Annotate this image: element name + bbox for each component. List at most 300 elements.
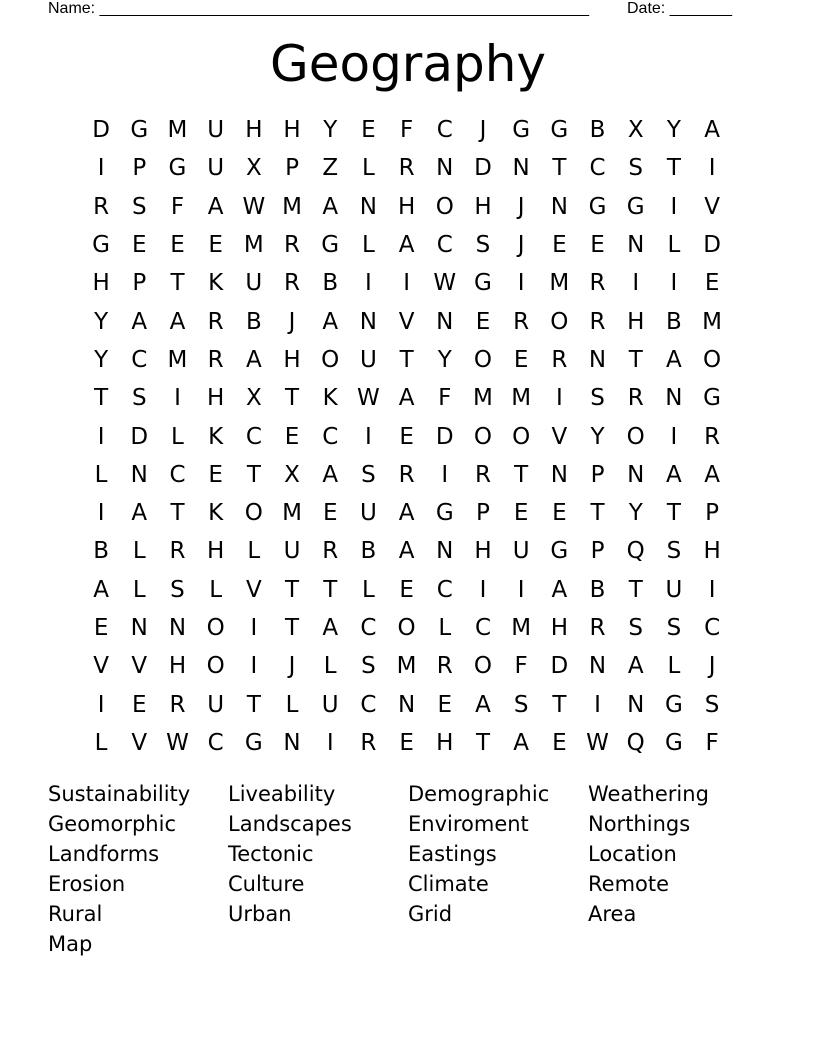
grid-letter: R: [398, 155, 415, 182]
grid-letter: M: [167, 117, 188, 144]
grid-letter: M: [282, 500, 302, 527]
grid-letter: I: [365, 423, 372, 450]
grid-letter: S: [361, 461, 376, 488]
grid-letter: U: [665, 576, 683, 603]
grid-letter: X: [245, 385, 262, 412]
grid-letter: G: [664, 691, 683, 718]
grid-letter: G: [588, 193, 607, 220]
grid-letter: H: [703, 538, 721, 565]
grid-letter: N: [436, 538, 454, 565]
grid-letter: N: [550, 461, 568, 488]
grid-letter: B: [93, 538, 109, 565]
grid-letter: O: [473, 423, 493, 450]
grid-letter: N: [512, 155, 530, 182]
grid-letter: K: [322, 385, 338, 412]
grid-letter: O: [206, 615, 225, 641]
grid-letter: T: [666, 500, 681, 527]
grid-row: [82, 341, 732, 379]
grid-letter: A: [322, 461, 339, 488]
grid-letter: C: [436, 576, 453, 603]
grid-letter: O: [206, 653, 225, 680]
grid-letter: A: [322, 308, 339, 335]
grid-letter: I: [670, 193, 678, 220]
grid-letter: C: [169, 461, 186, 488]
grid-letter: A: [322, 193, 339, 220]
grid-letter: C: [322, 423, 339, 450]
grid-letter: A: [551, 576, 568, 603]
grid-letter: P: [285, 155, 299, 182]
grid-letter: H: [245, 117, 263, 144]
grid-letter: S: [628, 615, 644, 641]
grid-row: [82, 571, 732, 609]
grid-letter: O: [321, 346, 340, 373]
grid-letter: G: [550, 538, 569, 565]
grid-letter: G: [92, 232, 110, 259]
grid-letter: A: [398, 232, 415, 259]
grid-letter: V: [398, 308, 415, 335]
grid-letter: S: [704, 691, 720, 718]
grid-letter: N: [168, 615, 187, 641]
grid-letter: E: [93, 615, 109, 641]
grid-row: [82, 188, 732, 226]
grid-letter: R: [589, 308, 606, 335]
grid-letter: C: [360, 615, 377, 641]
grid-letter: L: [361, 155, 375, 182]
grid-letter: C: [474, 615, 491, 641]
grid-letter: R: [436, 653, 453, 680]
grid-letter: E: [437, 691, 453, 718]
grid-letter: I: [517, 576, 525, 603]
grid-letter: E: [208, 461, 223, 488]
grid-letter: U: [359, 346, 377, 373]
word-bank-item: Map: [48, 932, 93, 956]
grid-letter: J: [708, 653, 716, 680]
grid-letter: A: [245, 346, 262, 373]
grid-letter: D: [550, 653, 569, 680]
grid-letter: M: [282, 193, 302, 220]
grid-letter: E: [132, 691, 147, 718]
grid-letter: H: [474, 538, 492, 565]
grid-letter: T: [590, 500, 605, 527]
grid-letter: T: [323, 576, 338, 603]
grid-letter: W: [242, 193, 266, 220]
grid-letter: T: [475, 729, 490, 756]
grid-letter: R: [322, 538, 339, 565]
grid-letter: G: [664, 729, 683, 756]
grid-letter: T: [285, 385, 300, 412]
word-bank-item: Sustainability: [48, 782, 191, 806]
grid-letter: R: [513, 308, 530, 335]
grid-row: [82, 685, 732, 723]
grid-letter: A: [169, 308, 186, 335]
grid-letter: V: [131, 729, 148, 756]
grid-letter: T: [514, 461, 529, 488]
grid-letter: R: [207, 346, 224, 373]
grid-letter: I: [670, 423, 678, 450]
grid-row: [82, 226, 732, 264]
grid-letter: N: [359, 193, 378, 220]
grid-letter: C: [131, 346, 148, 373]
grid-letter: R: [627, 385, 644, 412]
grid-letter: D: [703, 232, 721, 259]
grid-letter: E: [322, 500, 338, 527]
grid-row: [82, 302, 732, 340]
grid-letter: E: [552, 729, 567, 756]
word-bank-item: Culture: [228, 872, 305, 896]
grid-letter: U: [207, 155, 225, 182]
word-bank-item: Tectonic: [228, 842, 314, 866]
grid-letter: M: [243, 232, 264, 259]
grid-letter: F: [438, 385, 452, 412]
grid-letter: O: [397, 615, 416, 641]
grid-letter: H: [283, 346, 301, 373]
grid-letter: E: [170, 232, 185, 259]
word-bank-item: Eastings: [408, 842, 497, 866]
grid-letter: A: [475, 691, 491, 718]
grid-row: [82, 149, 732, 187]
grid-letter: Q: [626, 729, 645, 756]
word-bank-item: Landforms: [48, 842, 160, 866]
grid-letter: L: [361, 232, 375, 259]
grid-letter: P: [590, 461, 605, 488]
grid-letter: G: [168, 155, 187, 182]
grid-letter: A: [131, 500, 148, 527]
word-bank: [48, 779, 788, 959]
grid-letter: F: [399, 117, 414, 144]
grid-letter: A: [398, 538, 415, 565]
grid-letter: K: [208, 270, 224, 297]
grid-letter: X: [245, 155, 262, 182]
grid-letter: H: [92, 270, 110, 297]
grid-letter: C: [207, 729, 224, 756]
grid-letter: C: [245, 423, 262, 450]
grid-letter: C: [704, 615, 721, 641]
grid-letter: N: [588, 346, 607, 373]
grid-letter: L: [132, 538, 146, 565]
grid-letter: F: [170, 193, 185, 220]
grid-letter: E: [590, 232, 605, 259]
grid-letter: E: [552, 500, 567, 527]
grid-letter: I: [97, 691, 105, 718]
grid-letter: J: [288, 653, 296, 680]
grid-letter: B: [322, 270, 339, 297]
grid-letter: E: [552, 232, 567, 259]
grid-letter: O: [626, 423, 645, 450]
grid-letter: K: [208, 423, 224, 450]
grid-letter: T: [628, 346, 643, 373]
word-bank-item: Weathering: [588, 782, 709, 806]
grid-letter: O: [550, 308, 569, 335]
page-title: Geography: [269, 35, 547, 93]
grid-letter: O: [473, 346, 493, 373]
grid-letter: V: [245, 576, 262, 603]
grid-letter: T: [552, 155, 567, 182]
word-bank-item: Erosion: [48, 872, 126, 896]
grid-letter: N: [397, 691, 416, 718]
grid-letter: G: [550, 117, 569, 144]
grid-letter: J: [517, 193, 525, 220]
grid-letter: S: [628, 155, 644, 182]
grid-letter: T: [628, 576, 643, 603]
grid-letter: V: [704, 193, 720, 220]
grid-letter: R: [169, 538, 186, 565]
grid-letter: H: [474, 193, 492, 220]
grid-letter: V: [551, 423, 568, 450]
grid-letter: R: [93, 193, 110, 220]
grid-letter: U: [359, 500, 377, 527]
grid-letter: S: [475, 232, 491, 259]
grid-letter: L: [171, 423, 184, 450]
grid-letter: I: [365, 270, 372, 297]
word-bank-item: Climate: [408, 872, 489, 896]
grid-letter: E: [361, 117, 376, 144]
grid-letter: V: [93, 653, 109, 680]
grid-letter: Y: [666, 117, 681, 144]
grid-letter: S: [131, 193, 147, 220]
grid-letter: U: [207, 691, 225, 718]
grid-letter: R: [284, 232, 301, 259]
word-bank-item: Liveability: [228, 782, 336, 806]
grid-letter: R: [169, 691, 186, 718]
grid-letter: Z: [322, 155, 339, 182]
grid-letter: W: [586, 729, 609, 756]
grid-letter: P: [590, 538, 605, 565]
grid-letter: A: [207, 193, 224, 220]
grid-letter: S: [361, 653, 376, 680]
grid-letter: H: [627, 308, 645, 335]
grid-letter: L: [361, 576, 375, 603]
grid-letter: I: [708, 155, 716, 182]
grid-letter: R: [360, 729, 377, 756]
grid-row: [82, 379, 732, 417]
grid-letter: R: [551, 346, 568, 373]
grid-letter: N: [130, 461, 148, 488]
grid-letter: B: [589, 117, 606, 144]
grid-letter: M: [473, 385, 493, 412]
grid-letter: B: [589, 576, 606, 603]
grid-letter: C: [589, 155, 606, 182]
grid-letter: P: [132, 155, 147, 182]
grid-letter: W: [433, 270, 457, 297]
grid-letter: U: [512, 538, 530, 565]
grid-letter: T: [285, 576, 300, 603]
grid-letter: N: [550, 193, 568, 220]
grid-letter: I: [555, 385, 563, 412]
grid-letter: I: [174, 385, 181, 412]
grid-letter: M: [396, 653, 417, 680]
grid-letter: L: [94, 729, 108, 756]
grid-letter: E: [704, 270, 720, 297]
grid-letter: N: [359, 308, 378, 335]
grid-letter: Q: [626, 538, 645, 565]
grid-letter: T: [666, 155, 681, 182]
grid-letter: C: [436, 117, 453, 144]
grid-letter: U: [245, 270, 263, 297]
grid-letter: U: [321, 691, 339, 718]
grid-letter: A: [398, 500, 415, 527]
grid-letter: R: [284, 270, 301, 297]
grid-letter: A: [627, 653, 644, 680]
grid-letter: A: [131, 308, 148, 335]
grid-letter: L: [209, 576, 223, 603]
grid-letter: B: [666, 308, 682, 335]
grid-letter: N: [627, 691, 645, 718]
grid-letter: H: [207, 385, 225, 412]
grid-row: [82, 456, 732, 494]
grid-letter: E: [399, 423, 414, 450]
grid-letter: P: [132, 270, 147, 297]
grid-letter: N: [436, 155, 454, 182]
grid-letter: A: [704, 117, 720, 144]
grid-letter: G: [703, 385, 721, 412]
grid-letter: Y: [437, 346, 452, 373]
grid-letter: N: [436, 308, 454, 335]
grid-letter: R: [207, 308, 224, 335]
grid-letter: I: [441, 461, 449, 488]
grid-letter: T: [285, 615, 300, 641]
grid-letter: E: [513, 346, 529, 373]
word-bank-item: Rural: [48, 902, 103, 926]
grid-letter: N: [665, 385, 683, 412]
name-field-label: Name: _______________________________________________________: [48, 0, 589, 17]
grid-letter: J: [288, 308, 296, 335]
grid-letter: N: [627, 232, 645, 259]
grid-letter: N: [130, 615, 148, 641]
grid-letter: L: [667, 653, 681, 680]
grid-letter: I: [250, 615, 258, 641]
grid-letter: L: [247, 538, 261, 565]
grid-letter: E: [132, 232, 147, 259]
grid-letter: D: [130, 423, 149, 450]
grid-letter: H: [168, 653, 187, 680]
grid-letter: Y: [94, 308, 109, 335]
grid-letter: G: [244, 729, 263, 756]
grid-letter: S: [666, 538, 682, 565]
grid-letter: U: [207, 117, 225, 144]
grid-letter: G: [435, 500, 454, 527]
grid-row: [82, 647, 732, 685]
grid-letter: Y: [323, 117, 338, 144]
grid-letter: L: [285, 691, 299, 718]
grid-letter: I: [594, 691, 601, 718]
word-bank-item: Remote: [588, 872, 670, 896]
grid-letter: I: [97, 500, 105, 527]
grid-letter: S: [170, 576, 185, 603]
grid-row: [82, 417, 732, 455]
grid-letter: I: [250, 653, 258, 680]
grid-letter: B: [245, 308, 262, 335]
grid-letter: D: [435, 423, 454, 450]
grid-letter: W: [166, 729, 189, 756]
grid-letter: G: [626, 193, 645, 220]
grid-letter: T: [399, 346, 414, 373]
grid-letter: J: [517, 232, 525, 259]
grid-letter: E: [284, 423, 300, 450]
grid-letter: M: [511, 615, 532, 641]
grid-letter: B: [360, 538, 377, 565]
grid-letter: S: [131, 385, 147, 412]
grid-letter: E: [475, 308, 491, 335]
grid-row: [82, 264, 732, 302]
word-search-grid: [82, 111, 732, 762]
grid-row: [82, 724, 732, 762]
grid-letter: K: [208, 500, 224, 527]
grid-letter: O: [244, 500, 263, 527]
grid-letter: M: [549, 270, 570, 297]
grid-letter: P: [705, 500, 720, 527]
grid-letter: A: [666, 346, 682, 373]
grid-letter: A: [666, 461, 682, 488]
grid-letter: I: [97, 423, 105, 450]
grid-letter: R: [589, 270, 606, 297]
grid-letter: G: [512, 117, 531, 144]
grid-letter: U: [283, 538, 301, 565]
grid-letter: N: [627, 461, 645, 488]
grid-letter: V: [131, 653, 148, 680]
word-bank-item: Demographic: [408, 782, 550, 806]
grid-letter: N: [588, 653, 607, 680]
grid-letter: S: [513, 691, 529, 718]
grid-letter: L: [438, 615, 452, 641]
grid-letter: H: [436, 729, 454, 756]
grid-letter: G: [130, 117, 149, 144]
grid-letter: E: [513, 500, 529, 527]
grid-letter: I: [517, 270, 525, 297]
word-bank-item: Enviroment: [408, 812, 529, 836]
word-bank-item: Geomorphic: [48, 812, 176, 836]
word-bank-item: Northings: [588, 812, 691, 836]
grid-row: [82, 111, 732, 149]
grid-letter: L: [94, 461, 108, 488]
grid-letter: R: [398, 461, 415, 488]
grid-letter: D: [92, 117, 110, 144]
grid-letter: T: [170, 500, 185, 527]
grid-letter: I: [479, 576, 487, 603]
grid-letter: I: [632, 270, 640, 297]
grid-letter: O: [473, 653, 493, 680]
grid-row: [82, 494, 732, 532]
grid-letter: D: [474, 155, 492, 182]
grid-letter: C: [436, 232, 453, 259]
grid-letter: S: [666, 615, 682, 641]
grid-letter: F: [514, 653, 528, 680]
grid-letter: O: [512, 423, 531, 450]
grid-letter: G: [474, 270, 492, 297]
grid-letter: O: [435, 193, 454, 220]
word-bank-item: Landscapes: [228, 812, 352, 836]
grid-letter: H: [207, 538, 225, 565]
grid-letter: A: [398, 385, 415, 412]
grid-letter: F: [705, 729, 719, 756]
grid-letter: J: [479, 117, 487, 144]
grid-letter: G: [321, 232, 340, 259]
grid-letter: A: [322, 615, 339, 641]
grid-letter: T: [94, 385, 109, 412]
grid-letter: X: [627, 117, 644, 144]
grid-letter: S: [590, 385, 605, 412]
grid-letter: E: [399, 576, 414, 603]
grid-row: [82, 532, 732, 570]
grid-letter: R: [589, 615, 606, 641]
grid-letter: X: [284, 461, 300, 488]
grid-letter: H: [397, 193, 416, 220]
word-bank-item: Location: [588, 842, 677, 866]
grid-letter: A: [93, 576, 109, 603]
grid-letter: T: [552, 691, 567, 718]
grid-letter: T: [246, 461, 261, 488]
grid-letter: L: [132, 576, 146, 603]
grid-letter: N: [283, 729, 301, 756]
